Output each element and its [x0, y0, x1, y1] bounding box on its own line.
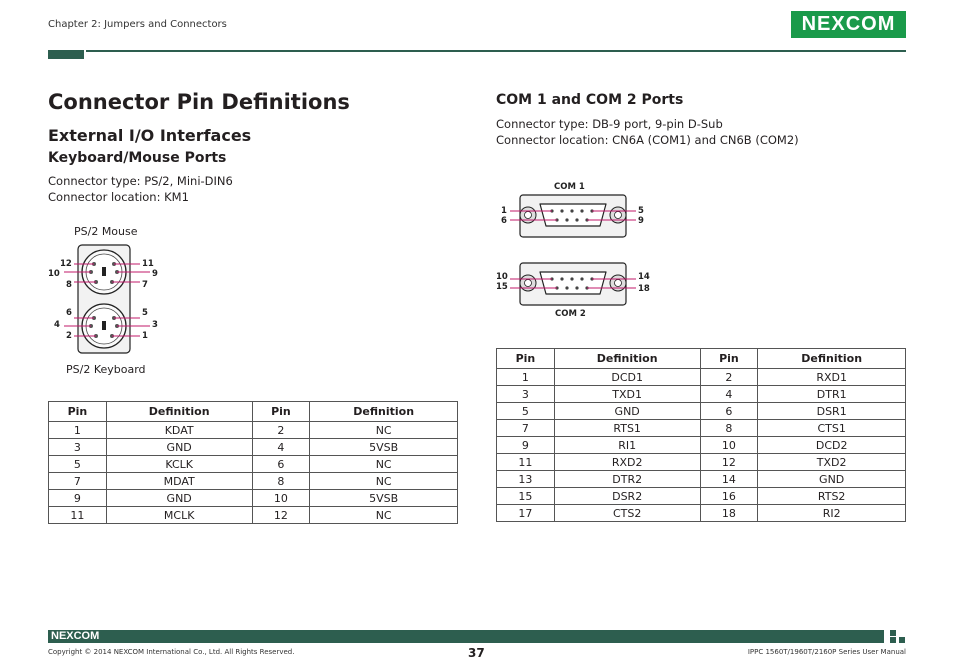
- table-cell: 4: [700, 386, 758, 403]
- table-cell: 3: [49, 439, 107, 456]
- com-pin-table: [496, 348, 906, 522]
- keyboard-pin-table: [48, 401, 458, 524]
- com-pin-label-9: 9: [638, 216, 644, 226]
- table-cell: RTS2: [758, 488, 906, 505]
- table-cell: RI2: [758, 505, 906, 522]
- table-row: [49, 456, 458, 473]
- table-row: [497, 488, 906, 505]
- table-cell: GND: [106, 490, 252, 507]
- section-heading: External I/O Interfaces: [48, 126, 252, 145]
- header-rule: [86, 50, 906, 52]
- table-row: [497, 454, 906, 471]
- table-cell: 11: [497, 454, 555, 471]
- table-cell: 12: [252, 507, 310, 524]
- table-cell: 1: [49, 422, 107, 439]
- table-cell: DCD2: [758, 437, 906, 454]
- table-cell: CTS2: [554, 505, 700, 522]
- table-cell: 10: [700, 437, 758, 454]
- table-cell: NC: [310, 422, 458, 439]
- table-row: [49, 439, 458, 456]
- table-cell: 11: [49, 507, 107, 524]
- ps2-connector-diagram: [46, 240, 176, 358]
- table-cell: 6: [252, 456, 310, 473]
- com-pin-label-10: 10: [496, 272, 508, 282]
- table-row: [497, 386, 906, 403]
- column-header: Definition: [310, 402, 458, 422]
- table-row: [497, 471, 906, 488]
- page-title: Connector Pin Definitions: [48, 90, 350, 114]
- com2-label: COM 2: [555, 309, 586, 319]
- table-cell: KDAT: [106, 422, 252, 439]
- table-cell: KCLK: [106, 456, 252, 473]
- com-location: Connector location: CN6A (COM1) and CN6B (COM2): [496, 133, 799, 147]
- pin-label-10: 10: [48, 269, 60, 279]
- pin-label-12: 12: [60, 259, 72, 269]
- table-row: [497, 437, 906, 454]
- table-cell: 9: [49, 490, 107, 507]
- table-row: [49, 422, 458, 439]
- pin-label-5: 5: [142, 308, 148, 318]
- com-heading: COM 1 and COM 2 Ports: [496, 92, 684, 108]
- table-cell: 2: [252, 422, 310, 439]
- table-cell: DTR1: [758, 386, 906, 403]
- table-cell: 5VSB: [310, 439, 458, 456]
- column-header: Pin: [497, 349, 555, 369]
- com-connector-diagram: [494, 178, 664, 323]
- com-pin-label-18: 18: [638, 284, 650, 294]
- ps2-mouse-label: PS/2 Mouse: [74, 225, 138, 238]
- table-cell: NC: [310, 507, 458, 524]
- table-cell: RXD2: [554, 454, 700, 471]
- pin-label-9: 9: [152, 269, 158, 279]
- table-cell: DSR1: [758, 403, 906, 420]
- table-row: [49, 490, 458, 507]
- table-cell: 6: [700, 403, 758, 420]
- com-pin-label-15: 15: [496, 282, 508, 292]
- com-pin-label-5: 5: [638, 206, 644, 216]
- table-cell: GND: [554, 403, 700, 420]
- table-cell: TXD2: [758, 454, 906, 471]
- table-cell: 15: [497, 488, 555, 505]
- table-cell: NC: [310, 473, 458, 490]
- table-cell: DCD1: [554, 369, 700, 386]
- table-cell: 18: [700, 505, 758, 522]
- table-cell: 4: [252, 439, 310, 456]
- table-row: [497, 369, 906, 386]
- pin-label-2: 2: [66, 331, 72, 341]
- table-cell: DSR2: [554, 488, 700, 505]
- pin-label-8: 8: [66, 280, 72, 290]
- table-row: [49, 473, 458, 490]
- column-header: Definition: [554, 349, 700, 369]
- table-cell: CTS1: [758, 420, 906, 437]
- table-cell: 3: [497, 386, 555, 403]
- table-cell: RTS1: [554, 420, 700, 437]
- column-header: Pin: [252, 402, 310, 422]
- table-row: [497, 403, 906, 420]
- table-cell: 17: [497, 505, 555, 522]
- footer-square: [890, 637, 896, 643]
- table-cell: RXD1: [758, 369, 906, 386]
- column-header: Definition: [106, 402, 252, 422]
- copyright-text: Copyright © 2014 NEXCOM International Co., Ltd. All Rights Reserved.: [48, 648, 295, 656]
- keyboard-type: Connector type: PS/2, Mini-DIN6: [48, 174, 233, 188]
- table-cell: 1: [497, 369, 555, 386]
- table-cell: 5: [49, 456, 107, 473]
- header-bar-block: [48, 50, 84, 59]
- ps2-keyboard-label: PS/2 Keyboard: [66, 363, 146, 376]
- table-cell: 8: [252, 473, 310, 490]
- keyboard-heading: Keyboard/Mouse Ports: [48, 150, 227, 166]
- table-cell: 16: [700, 488, 758, 505]
- page-number: 37: [468, 646, 485, 660]
- pin-label-1: 1: [142, 331, 148, 341]
- chapter-title: Chapter 2: Jumpers and Connectors: [48, 19, 227, 30]
- table-cell: NC: [310, 456, 458, 473]
- table-cell: MCLK: [106, 507, 252, 524]
- table-cell: 9: [497, 437, 555, 454]
- pin-label-4: 4: [54, 320, 60, 330]
- nexcom-logo: NEXCOM: [791, 11, 906, 38]
- table-header-row: [497, 349, 906, 369]
- table-cell: 7: [497, 420, 555, 437]
- table-cell: 2: [700, 369, 758, 386]
- com-pin-label-6: 6: [501, 216, 507, 226]
- pin-label-6: 6: [66, 308, 72, 318]
- table-cell: 14: [700, 471, 758, 488]
- table-cell: MDAT: [106, 473, 252, 490]
- table-row: [49, 507, 458, 524]
- com-pin-label-14: 14: [638, 272, 650, 282]
- com-pin-label-1: 1: [501, 206, 507, 216]
- footer-bar: [48, 630, 884, 643]
- table-cell: DTR2: [554, 471, 700, 488]
- footer-square: [899, 637, 905, 643]
- keyboard-location: Connector location: KM1: [48, 190, 189, 204]
- table-row: [497, 420, 906, 437]
- pin-label-7: 7: [142, 280, 148, 290]
- com-table-body: [497, 369, 906, 522]
- footer-logo: NEXCOM: [51, 630, 100, 642]
- table-cell: 10: [252, 490, 310, 507]
- table-cell: RI1: [554, 437, 700, 454]
- table-cell: 7: [49, 473, 107, 490]
- table-cell: 5VSB: [310, 490, 458, 507]
- footer-square: [890, 630, 896, 636]
- column-header: Pin: [49, 402, 107, 422]
- pin-label-11: 11: [142, 259, 154, 269]
- manual-title: IPPC 1560T/1960T/2160P Series User Manual: [747, 648, 906, 656]
- table-cell: 5: [497, 403, 555, 420]
- com1-label: COM 1: [554, 182, 585, 192]
- table-cell: 13: [497, 471, 555, 488]
- table-cell: GND: [758, 471, 906, 488]
- column-header: Pin: [700, 349, 758, 369]
- column-header: Definition: [758, 349, 906, 369]
- table-cell: GND: [106, 439, 252, 456]
- keyboard-table-body: [49, 422, 458, 524]
- com-type: Connector type: DB-9 port, 9-pin D-Sub: [496, 117, 723, 131]
- table-row: [497, 505, 906, 522]
- pin-label-3: 3: [152, 320, 158, 330]
- table-cell: TXD1: [554, 386, 700, 403]
- table-cell: 8: [700, 420, 758, 437]
- table-header-row: [49, 402, 458, 422]
- table-cell: 12: [700, 454, 758, 471]
